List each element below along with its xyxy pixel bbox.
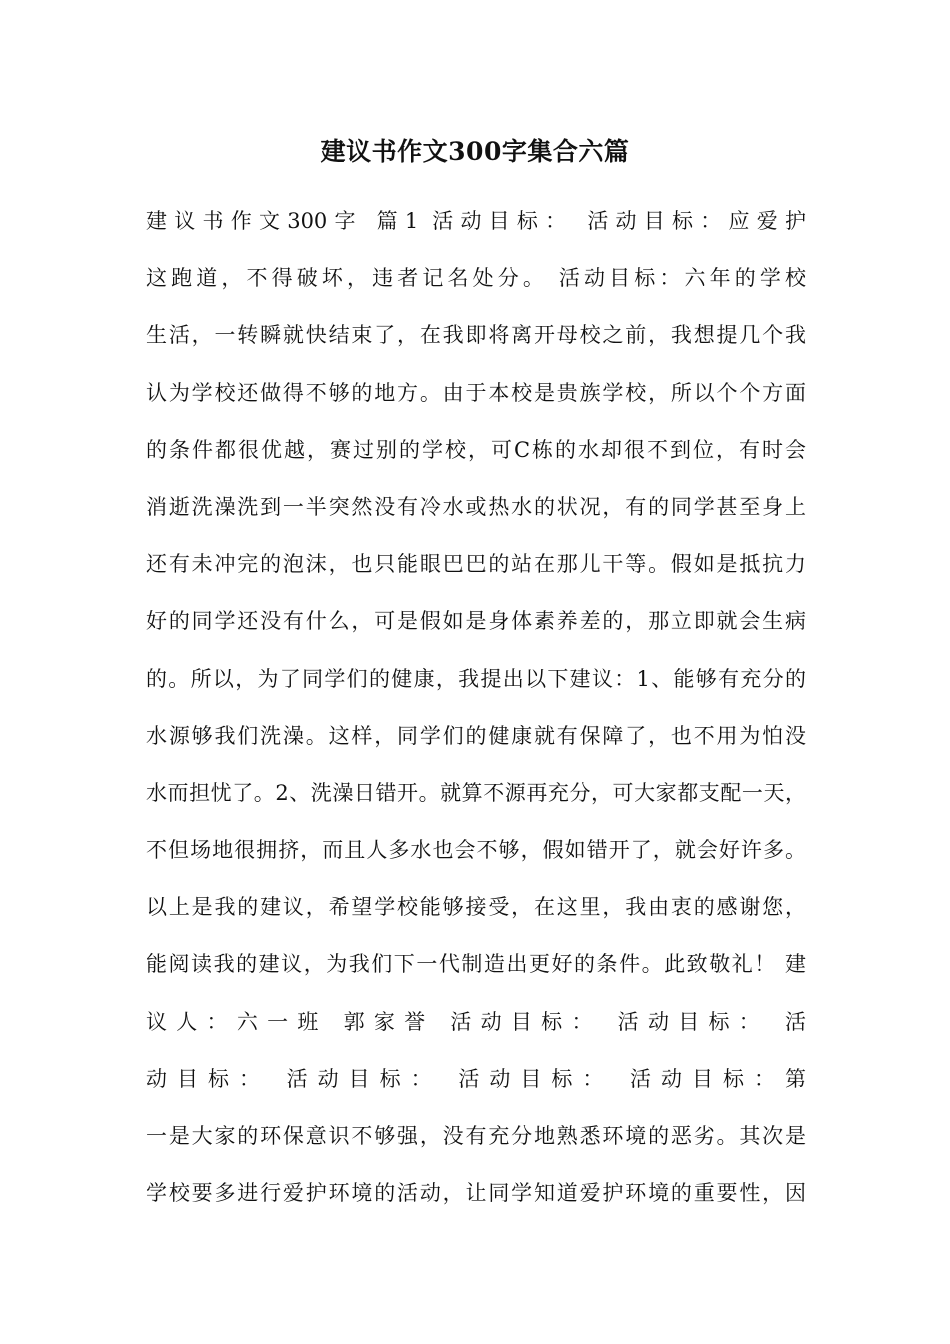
body-line: 能阅读我的建议，为我们下一代制造出更好的条件。此致敬礼！ 建: [146, 952, 806, 977]
body-line: 动目标： 活动目标： 活动目标： 活动目标：第: [146, 1066, 806, 1091]
body-line: 水而担忧了。2、洗澡日错开。就算不源再充分，可大家都支配一天，: [146, 780, 806, 805]
document-body: [146, 200, 806, 1229]
body-line: 议人：六一班 郭家誉 活动目标： 活动目标： 活: [146, 1009, 806, 1034]
body-line: 不但场地很拥挤，而且人多水也会不够，假如错开了，就会好许多。: [146, 838, 806, 863]
body-line: 认为学校还做得不够的地方。由于本校是贵族学校，所以个个方面: [146, 380, 806, 405]
body-line: 学校要多进行爱护环境的活动，让同学知道爱护环境的重要性，因: [146, 1181, 806, 1206]
body-line: 这跑道，不得破坏，违者记名处分。 活动目标：六年的学校: [146, 266, 806, 291]
body-line: 一是大家的环保意识不够强，没有充分地熟悉环境的恶劣。其次是: [146, 1124, 806, 1148]
body-line: 好的同学还没有什么，可是假如是身体素养差的，那立即就会生病: [146, 609, 806, 634]
body-line: 水源够我们洗澡。这样，同学们的健康就有保障了，也不用为怕没: [146, 723, 806, 748]
body-line: 的条件都很优越，赛过别的学校，可C栋的水却很不到位，有时会: [146, 437, 806, 462]
body-line: 的。所以，为了同学们的健康，我提出以下建议：1、能够有充分的: [146, 666, 806, 691]
body-line: 生活，一转瞬就快结束了，在我即将离开母校之前，我想提几个我: [146, 323, 806, 348]
document-title: 建议书作文300字集合六篇: [320, 137, 630, 166]
body-line: 以上是我的建议，希望学校能够接受，在这里，我由衷的感谢您，: [146, 895, 806, 920]
body-line: 还有未冲完的泡沫，也只能眼巴巴的站在那儿干等。假如是抵抗力: [146, 552, 806, 577]
body-line: 建议书作文300字 篇1 活动目标： 活动目标：应爱护: [146, 209, 806, 233]
body-line: 消逝洗澡洗到一半突然没有冷水或热水的状况，有的同学甚至身上: [146, 494, 806, 519]
